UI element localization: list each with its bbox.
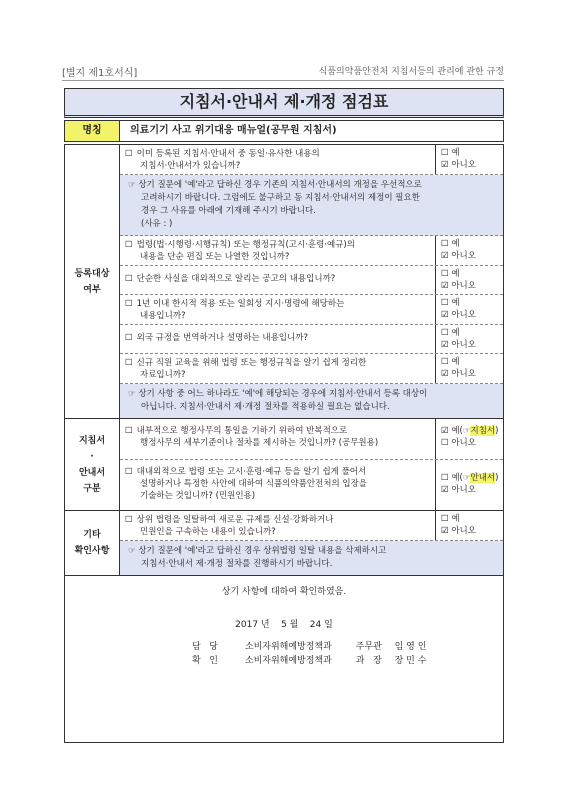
guidance-note: ☞ 상기 질문에 '예'라고 답하신 경우 기존의 지침서·안내서의 개정을 우선적으로 고려하시기 바랍니다. 그럼에도 불구하고 동 지침서·안내서의 제정이 필요한 경우 그 사유를 아래에 기재해 주시기 바랍니다. (사유 : ) bbox=[120, 175, 503, 236]
answer-no[interactable]: ☐ 아니오 bbox=[441, 438, 476, 448]
checked-box-icon: ☑ bbox=[441, 485, 449, 495]
checked-box-icon: ☑ bbox=[441, 251, 449, 261]
checkbox-icon: ☐ bbox=[441, 357, 449, 367]
section-other bbox=[65, 511, 503, 576]
name-row bbox=[64, 120, 504, 142]
checkbox-icon: ☐ bbox=[441, 269, 449, 279]
checked-box-icon: ☑ bbox=[441, 526, 449, 536]
answer-yes[interactable]: ☐ 예(☞안내서) bbox=[441, 473, 499, 483]
checkbox-icon[interactable]: ☐ bbox=[125, 515, 133, 525]
answer-no[interactable]: ☑ 아니오 bbox=[441, 251, 476, 261]
checked-box-icon: ☑ bbox=[441, 160, 449, 170]
question-row: ☐ 법령(법·시행령·시행규칙) 또는 행정규칙(고시·훈령·예규)의 내용을 단순 편집 또는 나열한 것입니까? ☐ 예 ☑ 아니오 bbox=[120, 236, 503, 266]
checkbox-icon: ☐ bbox=[441, 148, 449, 158]
section-label-other: 기타 확인사항 bbox=[65, 511, 120, 575]
regulation-name: 식품의약품안전처 지침서등의 관리에 관한 규정 bbox=[318, 67, 504, 77]
checkbox-icon: ☐ bbox=[441, 239, 449, 249]
answer-yes[interactable]: ☑ 예(☞지침서) bbox=[441, 426, 499, 436]
guidance-note: ☞ 상기 질문에 '예'라고 답하신 경우 상위법령 일탈 내용을 삭제하시고 지침서·안내서 제·개정 절차를 진행하시기 바랍니다. bbox=[120, 541, 503, 575]
checkbox-icon[interactable]: ☐ bbox=[125, 358, 133, 368]
answer-yes[interactable]: ☐ 예 bbox=[441, 514, 460, 524]
checkbox-icon[interactable]: ☐ bbox=[125, 274, 133, 284]
checkbox-icon[interactable]: ☐ bbox=[125, 240, 133, 250]
answer-no[interactable]: ☑ 아니오 bbox=[441, 310, 476, 320]
question-row: ☐ 대내외적으로 법령 또는 고시·훈령·예규 등을 알기 쉽게 풀어서 설명하거나 특정한 사안에 대하여 식품의약품안전처의 입장을 기술하는 것입니까? (민원인용) ☐ 예(☞안내서) ☑ 아니오 bbox=[120, 460, 503, 510]
answer-yes[interactable]: ☐ 예 bbox=[441, 357, 460, 367]
checkbox-icon: ☐ bbox=[441, 473, 449, 483]
form-number: [별지 제1호서식] bbox=[62, 68, 138, 79]
question-row: ☐ 신규 직원 교육을 위해 법령 또는 행정규칙을 알기 쉽게 정리한 자료입니까? ☐ 예 ☑ 아니오 bbox=[120, 354, 503, 384]
answer-yes[interactable]: ☐ 예 bbox=[441, 239, 460, 249]
question-row: ☐ 내부적으로 행정사무의 통일을 기하기 위하여 반복적으로 행정사무의 세부기준이나 절차를 제시하는 것입니까? (공무원용) ☑ 예(☞지침서) ☐ 아니오 bbox=[120, 419, 503, 460]
checkbox-icon[interactable]: ☐ bbox=[125, 426, 133, 436]
question-row: ☐ 외국 규정을 번역하거나 설명하는 내용입니까? ☐ 예 ☑ 아니오 bbox=[120, 325, 503, 354]
section-label-registration: 등록대상 여부 bbox=[65, 145, 120, 418]
answer-no[interactable]: ☑ 아니오 bbox=[441, 340, 476, 350]
answer-no[interactable]: ☑ 아니오 bbox=[441, 160, 476, 170]
form-title: 지침서·안내서 제·개정 점검표 bbox=[64, 88, 504, 118]
checkbox-icon[interactable]: ☐ bbox=[125, 333, 133, 343]
answer-no[interactable]: ☑ 아니오 bbox=[441, 485, 476, 495]
checkbox-icon: ☐ bbox=[441, 438, 449, 448]
answer-yes[interactable]: ☐ 예 bbox=[441, 328, 460, 338]
checked-box-icon: ☑ bbox=[441, 369, 449, 379]
question-row: ☐ 단순한 사실을 대외적으로 알리는 공고의 내용입니까? ☐ 예 ☑ 아니오 bbox=[120, 266, 503, 295]
signature-row-approver: 확 인 소비자위해예방정책과 과 장 장 민 수 bbox=[192, 656, 427, 666]
checkbox-icon: ☐ bbox=[441, 328, 449, 338]
name-label: 명칭 bbox=[65, 121, 120, 141]
question-row: ☐ 1년 이내 한시적 적용 또는 일회성 지시·명령에 해당하는 내용입니까? ☐ 예 ☑ 아니오 bbox=[120, 295, 503, 325]
question-row: ☐ 이미 등록된 지침서·안내서 중 동일·유사한 내용의 지침서·안내서가 있습니까? ☐ 예 ☑ 아니오 bbox=[120, 145, 503, 175]
checkbox-icon[interactable]: ☐ bbox=[125, 149, 133, 159]
checkbox-icon: ☐ bbox=[441, 514, 449, 524]
checked-box-icon: ☑ bbox=[441, 426, 449, 436]
checkbox-icon[interactable]: ☐ bbox=[125, 299, 133, 309]
answer-no[interactable]: ☑ 아니오 bbox=[441, 281, 476, 291]
name-value: 의료기기 사고 위기대응 매뉴얼(공무원 지침서) bbox=[130, 125, 337, 136]
signature-row-staff: 담 당 소비자위해예방정책과 주무관 임 영 인 bbox=[192, 642, 427, 652]
confirm-statement: 상기 사항에 대하여 확인하였음. bbox=[221, 587, 347, 597]
header-divider bbox=[62, 80, 504, 81]
answer-yes[interactable]: ☐ 예 bbox=[441, 298, 460, 308]
checked-box-icon: ☑ bbox=[441, 281, 449, 291]
checked-box-icon: ☑ bbox=[441, 310, 449, 320]
section-registration bbox=[65, 145, 503, 419]
guidance-note: ☞ 상기 사항 중 어느 하나라도 '예'에 해당되는 경우에 지침서·안내서 등록 대상이 아닙니다. 지침서·안내서 제·개정 절차를 적용하실 필요는 없습니다. bbox=[120, 384, 503, 418]
answer-yes[interactable]: ☐ 예 bbox=[441, 269, 460, 279]
answer-yes[interactable]: ☐ 예 bbox=[441, 148, 460, 158]
checkbox-icon[interactable]: ☐ bbox=[125, 467, 133, 477]
section-classification bbox=[65, 419, 503, 511]
question-row: ☐ 상위 법령을 일탈하여 새로운 규제를 신설·강화하거나 민원인을 구속하는 내용이 있습니까? ☐ 예 ☑ 아니오 bbox=[120, 511, 503, 541]
confirm-date: 2017 년 5 월 24 일 bbox=[235, 620, 333, 630]
checkbox-icon: ☐ bbox=[441, 298, 449, 308]
section-label-classification: 지침서 · 안내서 구분 bbox=[65, 419, 120, 510]
reason-field[interactable]: (사유 : ) bbox=[141, 219, 173, 229]
answer-no[interactable]: ☑ 아니오 bbox=[441, 369, 476, 379]
checked-box-icon: ☑ bbox=[441, 340, 449, 350]
answer-no[interactable]: ☑ 아니오 bbox=[441, 526, 476, 536]
